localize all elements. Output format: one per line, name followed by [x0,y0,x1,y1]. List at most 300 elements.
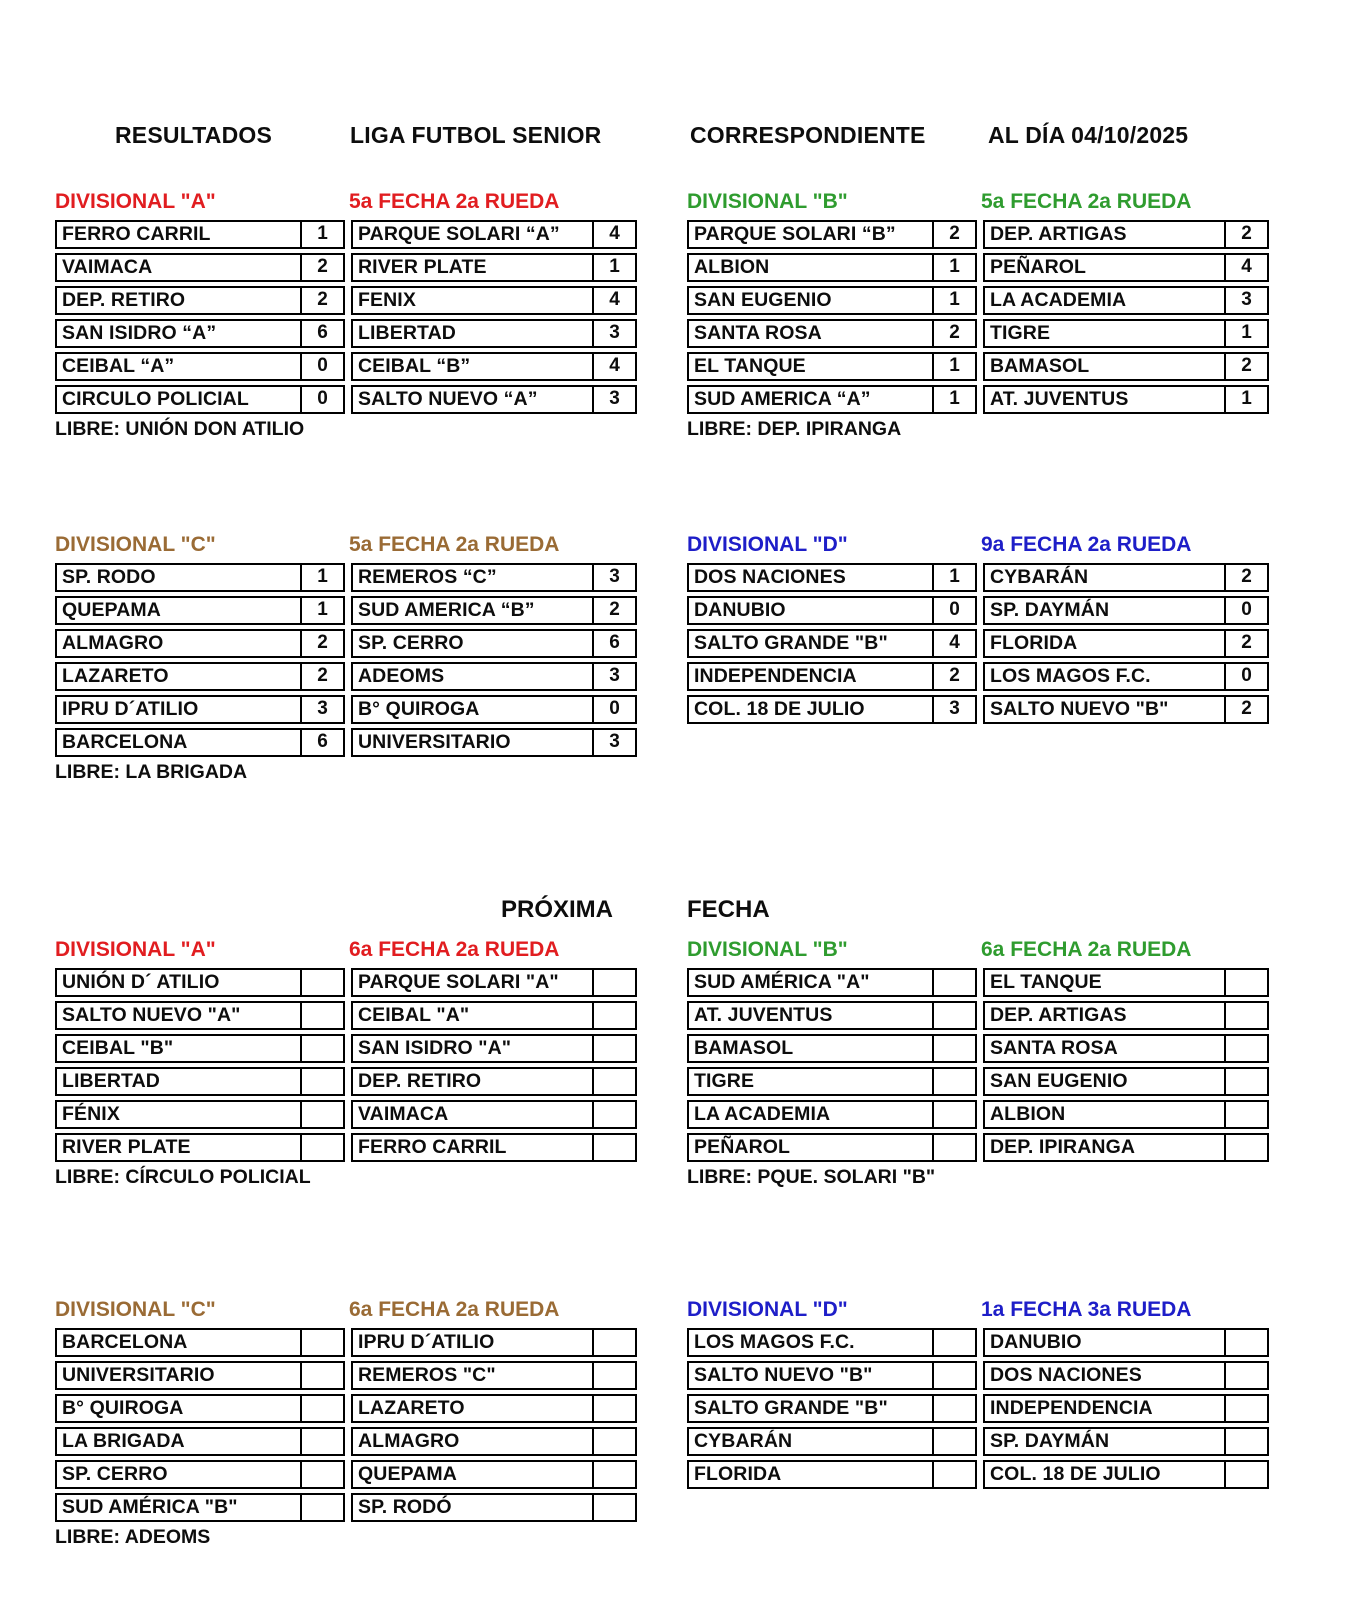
home-score-cell: 2 [300,255,343,280]
home-match-box [687,1460,977,1489]
away-team-name: FERRO CARRIL [358,1136,507,1158]
home-match-box [55,1361,345,1390]
match-row [55,728,637,757]
away-score-cell: 3 [592,387,635,412]
home-match-box [687,352,977,381]
section-header [55,190,637,214]
home-match-box [687,1328,977,1357]
away-score-cell [1224,1003,1267,1028]
home-match-box [55,352,345,381]
away-team-name: DEP. ARTIGAS [990,1004,1127,1026]
home-match-box [55,1460,345,1489]
division-label: DIVISIONAL "B" [687,190,848,213]
away-match-box [983,662,1269,691]
away-match-box [983,1034,1269,1063]
away-score-cell: 3 [592,321,635,346]
division-label: DIVISIONAL "D" [687,1298,848,1321]
away-score-cell [1224,1330,1267,1355]
home-team-name: SUD AMERICA “A” [694,388,871,410]
home-score-cell: 0 [932,598,975,623]
match-row [55,1328,637,1357]
away-team-name: VAIMACA [358,1103,449,1125]
away-team-name: PARQUE SOLARI "A" [358,971,559,993]
section-header [687,533,1269,557]
home-team-name: CEIBAL “A” [62,355,175,377]
home-score-cell [300,1396,343,1421]
match-rows [687,563,1269,724]
home-score-cell [300,1429,343,1454]
away-team-name: DEP. IPIRANGA [990,1136,1136,1158]
home-score-cell [932,1036,975,1061]
match-row [687,662,1269,691]
home-match-box [55,253,345,282]
match-row [687,1034,1269,1063]
away-score-cell [1224,1036,1267,1061]
match-rows [55,968,637,1162]
away-match-box [351,1067,637,1096]
home-score-cell: 2 [300,288,343,313]
away-match-box [351,1361,637,1390]
away-team-name: EL TANQUE [990,971,1102,993]
away-team-name: REMEROS “C” [358,566,497,588]
libre-label: LIBRE: PQUE. SOLARI "B" [687,1166,936,1188]
away-team-name: SP. DAYMÁN [990,1430,1110,1452]
match-row [687,563,1269,592]
home-score-cell: 4 [932,631,975,656]
match-row [687,1133,1269,1162]
away-match-box [351,1034,637,1063]
away-score-cell: 2 [1224,354,1267,379]
away-match-box [983,286,1269,315]
section-fixtures-divisional-c [55,1298,637,1549]
away-team-name: AT. JUVENTUS [990,388,1129,410]
home-match-box [55,1394,345,1423]
home-match-box [55,596,345,625]
home-team-name: RIVER PLATE [62,1136,191,1158]
match-row [687,1394,1269,1423]
away-match-box [351,1328,637,1357]
section-results-divisional-b [687,190,1269,441]
match-rows [687,968,1269,1162]
away-score-cell [592,1495,635,1520]
home-match-box [687,968,977,997]
away-score-cell [1224,1135,1267,1160]
away-match-box [983,1133,1269,1162]
away-score-cell [592,1330,635,1355]
away-score-cell [592,1429,635,1454]
match-rows [55,220,637,414]
home-score-cell: 2 [932,321,975,346]
match-row [687,385,1269,414]
home-score-cell: 1 [932,288,975,313]
match-row [687,968,1269,997]
away-team-name: LOS MAGOS F.C. [990,665,1151,687]
match-rows [55,563,637,757]
home-match-box [687,563,977,592]
away-match-box [351,1133,637,1162]
match-row [55,319,637,348]
away-score-cell: 4 [592,288,635,313]
away-team-name: LAZARETO [358,1397,465,1419]
away-match-box [351,220,637,249]
home-match-box [687,695,977,724]
away-team-name: REMEROS "C" [358,1364,496,1386]
home-match-box [55,563,345,592]
home-score-cell [300,1036,343,1061]
division-label: DIVISIONAL "B" [687,938,848,961]
away-score-cell: 4 [592,222,635,247]
away-score-cell [592,1036,635,1061]
away-match-box [351,1394,637,1423]
match-row [55,968,637,997]
away-match-box [351,563,637,592]
match-row [55,1460,637,1489]
away-score-cell: 6 [592,631,635,656]
away-match-box [983,319,1269,348]
home-score-cell [932,1135,975,1160]
home-team-name: SALTO NUEVO "A" [62,1004,241,1026]
home-score-cell [932,1429,975,1454]
match-row [55,629,637,658]
home-team-name: QUEPAMA [62,599,161,621]
away-match-box [983,1460,1269,1489]
round-label: 5a FECHA 2a RUEDA [349,533,560,556]
away-score-cell: 2 [1224,222,1267,247]
home-team-name: LAZARETO [62,665,169,687]
away-score-cell [592,1462,635,1487]
away-team-name: SAN ISIDRO "A" [358,1037,512,1059]
match-row [687,629,1269,658]
home-match-box [55,1328,345,1357]
home-team-name: BARCELONA [62,1331,188,1353]
match-row [687,695,1269,724]
away-team-name: FLORIDA [990,632,1078,654]
home-score-cell: 2 [932,664,975,689]
away-team-name: INDEPENDENCIA [990,1397,1153,1419]
proxima-heading: PRÓXIMA [500,896,613,923]
page-title-resultados: RESULTADOS [115,122,273,148]
home-score-cell: 1 [300,565,343,590]
round-label: 6a FECHA 2a RUEDA [349,1298,560,1321]
match-row [55,220,637,249]
home-team-name: DANUBIO [694,599,786,621]
home-team-name: UNIÓN D´ ATILIO [62,971,220,993]
home-match-box [687,1034,977,1063]
away-match-box [351,253,637,282]
home-score-cell [300,1069,343,1094]
away-team-name: CYBARÁN [990,566,1089,588]
away-team-name: QUEPAMA [358,1463,457,1485]
away-team-name: ALBION [990,1103,1066,1125]
home-match-box [55,319,345,348]
libre-label: LIBRE: LA BRIGADA [55,761,248,783]
away-match-box [983,220,1269,249]
home-match-box [687,1427,977,1456]
away-team-name: B° QUIROGA [358,698,480,720]
home-team-name: CIRCULO POLICIAL [62,388,249,410]
home-team-name: SP. RODO [62,566,156,588]
home-score-cell [932,1462,975,1487]
match-row [687,1361,1269,1390]
round-label: 9a FECHA 2a RUEDA [981,533,1192,556]
match-row [55,1427,637,1456]
libre-label: LIBRE: UNIÓN DON ATILIO [55,418,305,440]
section-header [687,1298,1269,1322]
away-match-box [983,695,1269,724]
home-match-box [55,1100,345,1129]
home-team-name: LOS MAGOS F.C. [694,1331,855,1353]
home-team-name: SUD AMÉRICA "B" [62,1496,238,1518]
match-row [55,596,637,625]
match-row [687,253,1269,282]
match-row [687,1100,1269,1129]
away-score-cell [1224,1462,1267,1487]
away-match-box [983,1001,1269,1030]
home-team-name: DEP. RETIRO [62,289,186,311]
round-label: 6a FECHA 2a RUEDA [981,938,1192,961]
home-team-name: LA BRIGADA [62,1430,185,1452]
away-match-box [351,352,637,381]
match-rows [55,1328,637,1522]
home-team-name: VAIMACA [62,256,153,278]
home-match-box [687,1133,977,1162]
match-row [55,1067,637,1096]
home-match-box [687,662,977,691]
section-header [55,533,637,557]
home-team-name: TIGRE [694,1070,755,1092]
match-row [55,695,637,724]
match-row [687,596,1269,625]
match-row [687,319,1269,348]
away-score-cell [1224,1102,1267,1127]
home-score-cell [932,1069,975,1094]
away-team-name: BAMASOL [990,355,1090,377]
home-team-name: BARCELONA [62,731,188,753]
away-team-name: TIGRE [990,322,1051,344]
home-team-name: SALTO NUEVO "B" [694,1364,873,1386]
away-score-cell: 1 [1224,321,1267,346]
home-score-cell [300,970,343,995]
away-match-box [351,968,637,997]
match-row [687,352,1269,381]
away-team-name: LIBERTAD [358,322,456,344]
home-match-box [55,968,345,997]
away-team-name: RIVER PLATE [358,256,487,278]
away-match-box [351,728,637,757]
away-score-cell: 0 [1224,598,1267,623]
away-score-cell: 3 [592,730,635,755]
home-match-box [55,220,345,249]
match-row [55,1001,637,1030]
home-match-box [687,319,977,348]
match-row [55,352,637,381]
away-match-box [351,662,637,691]
away-match-box [983,1361,1269,1390]
match-row [55,563,637,592]
home-team-name: ALMAGRO [62,632,164,654]
away-match-box [351,1460,637,1489]
section-results-divisional-c [55,533,637,784]
away-team-name: SP. CERRO [358,632,464,654]
home-score-cell [932,1102,975,1127]
away-score-cell: 3 [592,664,635,689]
division-label: DIVISIONAL "A" [55,938,216,961]
away-match-box [983,596,1269,625]
home-score-cell: 6 [300,321,343,346]
home-score-cell [300,1003,343,1028]
away-score-cell: 3 [592,565,635,590]
home-score-cell [300,1363,343,1388]
away-team-name: SANTA ROSA [990,1037,1118,1059]
section-header [687,190,1269,214]
away-team-name: SP. DAYMÁN [990,599,1110,621]
home-score-cell [300,1495,343,1520]
away-score-cell: 4 [1224,255,1267,280]
home-match-box [55,286,345,315]
round-label: 5a FECHA 2a RUEDA [349,190,560,213]
home-score-cell: 2 [932,222,975,247]
away-match-box [351,1427,637,1456]
away-match-box [983,253,1269,282]
home-match-box [687,1394,977,1423]
away-team-name: CEIBAL "A" [358,1004,470,1026]
home-match-box [55,1493,345,1522]
home-match-box [687,220,977,249]
home-score-cell: 1 [300,222,343,247]
home-score-cell [932,1363,975,1388]
home-team-name: SAN EUGENIO [694,289,832,311]
home-score-cell: 0 [300,354,343,379]
home-team-name: FÉNIX [62,1103,120,1125]
home-team-name: FLORIDA [694,1463,782,1485]
home-score-cell [300,1135,343,1160]
home-team-name: SALTO GRANDE "B" [694,632,888,654]
away-score-cell [592,1135,635,1160]
away-score-cell: 4 [592,354,635,379]
home-match-box [55,1133,345,1162]
home-match-box [55,385,345,414]
home-match-box [55,629,345,658]
home-team-name: FERRO CARRIL [62,223,211,245]
home-score-cell: 1 [300,598,343,623]
away-score-cell: 2 [1224,631,1267,656]
match-row [687,1427,1269,1456]
home-team-name: SALTO GRANDE "B" [694,1397,888,1419]
away-score-cell [592,1003,635,1028]
match-row [687,1328,1269,1357]
away-score-cell: 2 [1224,697,1267,722]
match-row [687,220,1269,249]
home-match-box [687,286,977,315]
away-match-box [983,563,1269,592]
away-score-cell: 3 [1224,288,1267,313]
section-results-divisional-d [687,533,1269,728]
home-score-cell: 6 [300,730,343,755]
round-label: 1a FECHA 3a RUEDA [981,1298,1192,1321]
division-label: DIVISIONAL "D" [687,533,848,556]
away-match-box [351,385,637,414]
libre-label: LIBRE: DEP. IPIRANGA [687,418,902,440]
away-team-name: PEÑAROL [990,256,1087,278]
away-team-name: ALMAGRO [358,1430,460,1452]
libre-label: LIBRE: CÍRCULO POLICIAL [55,1166,311,1188]
away-team-name: COL. 18 DE JULIO [990,1463,1161,1485]
away-score-cell [1224,1396,1267,1421]
away-match-box [983,968,1269,997]
away-score-cell [592,1363,635,1388]
home-score-cell: 3 [932,697,975,722]
match-row [55,1034,637,1063]
home-match-box [687,596,977,625]
fecha-heading: FECHA [687,896,770,923]
home-score-cell [300,1102,343,1127]
division-label: DIVISIONAL "A" [55,190,216,213]
away-score-cell [1224,1429,1267,1454]
home-match-box [687,1067,977,1096]
away-team-name: LA ACADEMIA [990,289,1127,311]
home-team-name: INDEPENDENCIA [694,665,857,687]
away-team-name: SAN EUGENIO [990,1070,1128,1092]
home-match-box [687,1001,977,1030]
home-team-name: ALBION [694,256,770,278]
home-team-name: SANTA ROSA [694,322,822,344]
section-results-divisional-a [55,190,637,441]
home-team-name: LA ACADEMIA [694,1103,831,1125]
home-team-name: AT. JUVENTUS [694,1004,833,1026]
home-match-box [687,1100,977,1129]
match-row [687,1460,1269,1489]
home-team-name: SUD AMÉRICA "A" [694,971,870,993]
home-score-cell [932,970,975,995]
away-match-box [351,286,637,315]
away-match-box [983,1427,1269,1456]
home-match-box [55,695,345,724]
match-row [55,286,637,315]
away-team-name: SALTO NUEVO "B" [990,698,1169,720]
home-team-name: BAMASOL [694,1037,794,1059]
home-score-cell [932,1003,975,1028]
away-score-cell: 0 [592,697,635,722]
page-title-fecha-dia: AL DÍA 04/10/2025 [988,122,1189,148]
match-row [55,662,637,691]
away-team-name: ADEOMS [358,665,445,687]
round-label: 5a FECHA 2a RUEDA [981,190,1192,213]
away-score-cell [1224,970,1267,995]
home-team-name: SP. CERRO [62,1463,168,1485]
away-match-box [983,1067,1269,1096]
home-match-box [55,728,345,757]
away-score-cell [1224,1363,1267,1388]
away-team-name: SP. RODÓ [358,1496,452,1518]
home-score-cell [932,1330,975,1355]
away-match-box [351,1001,637,1030]
home-score-cell: 0 [300,387,343,412]
home-match-box [55,1427,345,1456]
away-team-name: SALTO NUEVO “A” [358,388,538,410]
away-score-cell [592,970,635,995]
away-score-cell: 2 [1224,565,1267,590]
away-score-cell: 1 [1224,387,1267,412]
home-team-name: IPRU D´ATILIO [62,698,199,720]
away-team-name: IPRU D´ATILIO [358,1331,495,1353]
home-score-cell: 1 [932,255,975,280]
match-row [687,1067,1269,1096]
away-match-box [351,319,637,348]
division-label: DIVISIONAL "C" [55,1298,216,1321]
away-team-name: DEP. RETIRO [358,1070,482,1092]
match-row [55,1493,637,1522]
away-match-box [983,1394,1269,1423]
